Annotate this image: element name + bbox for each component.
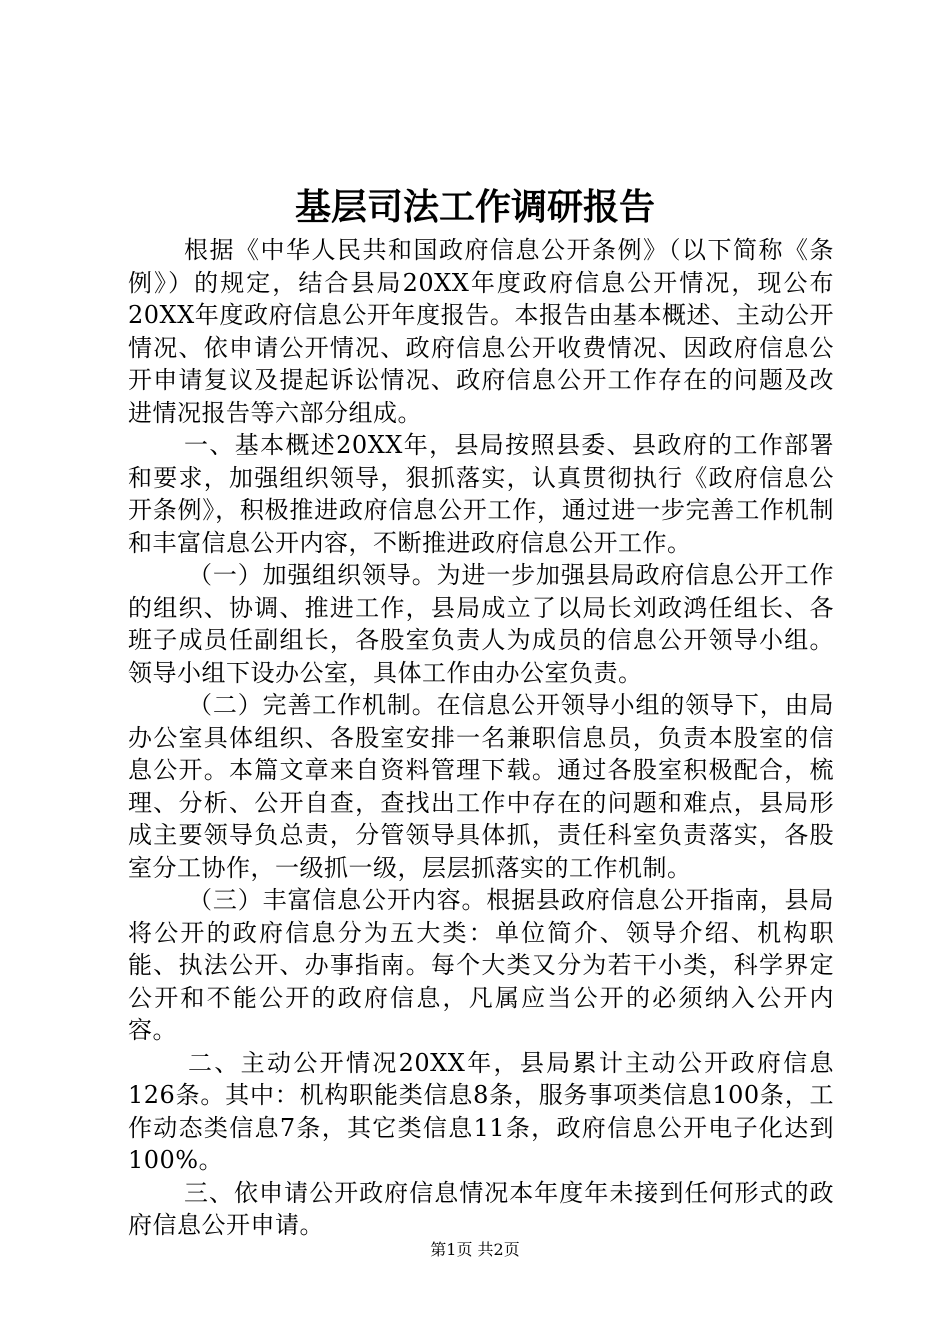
- paragraph-section-3: 三、依申请公开政府信息情况本年度年未接到任何形式的政府信息公开申请。: [128, 1178, 834, 1239]
- paragraph-subsection-2: （二）完善工作机制。在信息公开领导小组的领导下，由局办公室具体组织、各股室安排一名兼职信息员，负责本股室的信息公开。本篇文章来自资料管理下载。通过各股室积极配合，梳理、分析、公开自查，查找出工作中存在的问题和难点，县局形成主要领导负总责，分管领导具体抓，责任科室负责落实，各股室分工协作，一级抓一级，层层抓落实的工作机制。: [128, 691, 834, 882]
- document-body: [128, 234, 834, 1242]
- paragraph-subsection-1: （一）加强组织领导。为进一步加强县局政府信息公开工作的组织、协调、推进工作，县局成立了以局长刘政鸿任组长、各班子成员任副组长，各股室负责人为成员的信息公开领导小组。领导小组下设办公室，具体工作由办公室负责。: [128, 561, 834, 687]
- page-footer: 第1页 共2页: [430, 1240, 520, 1259]
- paragraph-section-2: 二、主动公开情况20XX年，县局累计主动公开政府信息126条。其中：机构职能类信息8条，服务事项类信息100条，工作动态类信息7条，其它类信息11条，政府信息公开电子化达到100%。: [128, 1048, 834, 1174]
- paragraph-subsection-3: （三）丰富信息公开内容。根据县政府信息公开指南，县局将公开的政府信息分为五大类：单位简介、领导介绍、机构职能、执法公开、办事指南。每个大类又分为若干小类，科学界定公开和不能公开的政府信息，凡属应当公开的必须纳入公开内容。: [128, 886, 834, 1044]
- paragraph-section-1: 一、基本概述20XX年，县局按照县委、县政府的工作部署和要求，加强组织领导，狠抓落实，认真贯彻执行《政府信息公开条例》，积极推进政府信息公开工作，通过进一步完善工作机制和丰富信息公开内容，不断推进政府信息公开工作。: [128, 431, 834, 557]
- paragraph-intro: 根据《中华人民共和国政府信息公开条例》（以下简称《条例》）的规定，结合县局20XX年度政府信息公开情况，现公布20XX年度政府信息公开年度报告。本报告由基本概述、主动公开情况、依申请公开情况、政府信息公开收费情况、因政府信息公开申请复议及提起诉讼情况、政府信息公开工作存在的问题及改进情况报告等六部分组成。: [128, 236, 834, 427]
- document-title: 基层司法工作调研报告: [294, 186, 655, 228]
